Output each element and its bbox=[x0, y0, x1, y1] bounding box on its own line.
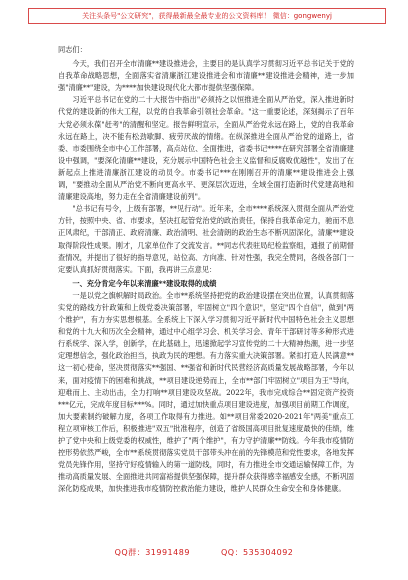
paragraph: "总书记有号令，上级有部署，**见行动"。近年来，全市****系统深入贯彻全面从严治党方针，按照中央、省、市要求，坚决扛起管党治党的政治责任，保持自我革命定力，驰而不息正风肃纪，干部清正、政府清廉、政治清明、社会清朗的政治生态不断巩固深化，清廉**建设取得阶段性成果。刚才，几家单位作了交流发言。**同志代表驻局纪检监察组，通报了前期督查情况，并提出了很好的指导意见，站位高、方向准、针对性强，我完全赞同，各级各部门一定要认真抓好贯彻落实。下面，我再讲三点意见： bbox=[58, 204, 354, 274]
section-heading: 一、充分肯定今年以来清廉**建设取得的成绩 bbox=[72, 278, 217, 288]
paragraph: 今天，我们召开全市清廉**建设推进会，主要目的是认真学习贯彻习近平总书记关于党的自我革命战略思想，全面落实省清廉浙江建设推进会和市清廉**建设推进会精神，进一步加强"清廉**"建设，为****加快建设现代化大都市提供坚强保障。 bbox=[58, 59, 354, 93]
document-body bbox=[58, 44, 354, 495]
paragraph: 习近平总书记在党的二十大报告中指出"必须持之以恒推进全面从严治党，深入推进新时代党的建设新的伟大工程，以党的自我革命引领社会革命。"这一重要论述，深刻揭示了百年大党必须永葆"赶考"的清醒和坚定。报告鲜明宣示，全面从严治党永远在路上，党的自我革命永远在路上，决不能有松劲歇脚、疲劳厌战的情绪。在纵深推进全面从严治党的道路上，省委、市委围绕全市中心工作部署，高点站位、全面推进，省委书记****在研究部署全省清廉建设中强调，"要深化清廉**建设，充分展示中国特色社会主义监督和反腐败优越性"，发出了在新起点上推进清廉浙江建设的动员令。市委书记***在刚刚召开的清廉**建设推进会上强调，"要推动全面从严治党不断向更高水平、更深层次迈进，全域全面打造新时代党建高地和清廉建设高地，努力走在全省清廉建设前列"。 bbox=[58, 95, 354, 202]
qq-group: QQ群：31991489 bbox=[114, 548, 190, 557]
contact-footer bbox=[0, 547, 408, 558]
salutation: 同志们： bbox=[58, 45, 87, 54]
promo-banner: 关注头条号"公文研究"，获得最新最全最专业的公文资料库！ 微信：gongwenyj bbox=[28, 8, 386, 24]
paragraph: 一是以党之旗帜解时局政治。全市**系统坚持把党的政治建设摆在突出位置，认真贯彻落实党的路线方针政策和上级党委决策部署，牢固树立"四个意识"，坚定"四个自信"，做到"两个维护"，有力夯实思想根基。全系统上下深入学习贯彻习近平新时代中国特色社会主义思想和党的十九大和历次全会精神，通过中心组学习会、机关学习会、青年干部研讨等多种形式进行系统学、深入学，创新学，在此基础上，迅速掀起学习宣传党的二十大精神热潮，进一步坚定理想信念，强化政治担当，执政为民的理想。有力落实重大决策部署。紧扣打造人民满意**这一初心使命，坚决贯彻落实**强国、**强省和新时代民营经济高质量发展战略部署，今年以来，面对疫情下的困难和挑战，**项目建设逆势而上，全市**部门牢固树立"项目为王"导向，迎难而上、主动出击，全力打响**项目建设攻坚战。2022年，我市完成综合**固定资产投资***亿元，完成年度目标***%。同时，通过加快重点项目建设进度，加强项目前期工作调度，加大要素制约破解力度，各项工作取得有力推进。如**项目常委2020-2021年"两美"重点工程立项审核工作后，积极推进"双五"批准程序，创造了省级国高项目批复速度最快的佳绩，维护了党中央和上级党委的权威性，维护了"两个维护"，有力守护清廉**防线。今年我市疫情防控形势依然严峻，全市**系统贯彻落实党员干部带头冲在前的先锋模范和党性要求，各地发挥党员先锋作用，坚持守好疫情输入的第一道防线，同时，有力推进全市交通运输保障工作，为推动高质量发展、全面推进共同富裕提供坚强保障，提升群众获得感幸福感安全感，不断巩固深化防疫成果，加快推进我市疫情防控救治能力建设，维护人民群众生命安全和身体健康。 bbox=[58, 290, 354, 494]
qq-number: QQ：535304092 bbox=[220, 548, 294, 557]
